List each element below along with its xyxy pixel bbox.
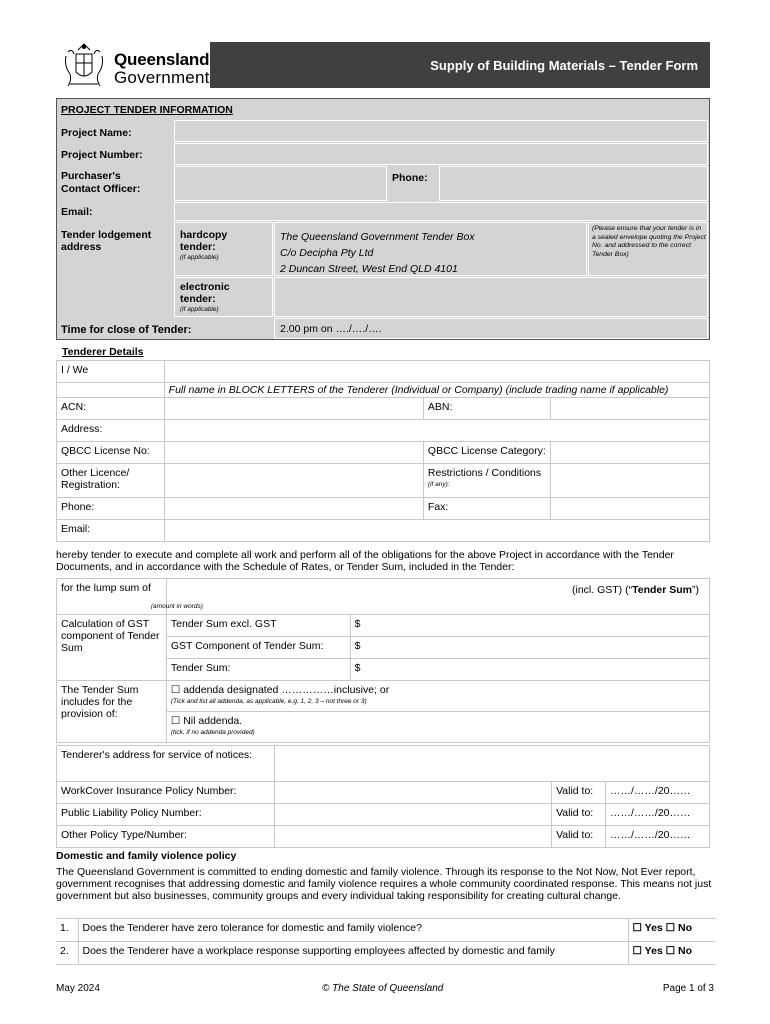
qbcc-category-label: QBCC License Category: — [423, 442, 550, 464]
gst-component-label: GST Component of Tender Sum: — [166, 637, 350, 659]
workcover-label: WorkCover Insurance Policy Number: — [57, 782, 275, 804]
address-line-1: The Queensland Government Tender Box — [280, 231, 475, 243]
address-label: Address: — [57, 420, 165, 442]
workcover-field[interactable] — [274, 782, 551, 804]
logo-text-government: Government — [114, 68, 210, 87]
addenda-designated-checkbox[interactable]: ☐ addenda designated ……………inclusive; or — [170, 684, 390, 696]
dfv-text: The Queensland Government is committed to ending domestic and family violence. Through its response to the Not Now, Not Ever report, government recognises that addressing domestic and family violence requires a whole community coordinated response. This means not just government but also businesses, community groups and every individual taking responsibility for creating cultural change. — [56, 866, 712, 902]
address-note: (Please ensure that your tender is in a sealed envelope quoting the Project No. and addressed to the correct Tender Box) — [592, 225, 706, 258]
service-address-field[interactable] — [274, 746, 709, 782]
footer-page-number: Page 1 of 3 — [662, 983, 714, 994]
includes-provision-label: The Tender Sum includes for the provision of: — [57, 681, 167, 743]
dfv-questions-table — [56, 918, 716, 965]
workcover-valid-date[interactable]: ……/……/20…… — [606, 782, 710, 804]
restrictions-if-any: (if any): — [427, 481, 450, 488]
qbcc-no-field[interactable] — [164, 442, 423, 464]
i-we-label: I / We — [57, 361, 165, 383]
restrictions-field[interactable] — [550, 464, 709, 498]
fax-label: Fax: — [423, 498, 550, 520]
tenderer-name-field[interactable] — [164, 361, 709, 383]
queensland-government-logo — [56, 40, 216, 90]
project-number-label: Project Number: — [61, 149, 143, 161]
project-name-label: Project Name: — [61, 127, 132, 139]
project-tender-info-section — [56, 98, 710, 340]
address-field[interactable] — [164, 420, 709, 442]
tender-declaration-text: hereby tender to execute and complete all work and perform all of the obligations for the above Project in accordance with the Tender Documents, and in accordance with the Schedule of Rates, or Tender Sum, included in the Tender: — [56, 549, 674, 573]
tenderer-details-table — [56, 360, 710, 542]
page-header — [56, 40, 710, 90]
tender-sum-label: Tender Sum: — [166, 659, 350, 681]
incl-gst-end: ”) — [692, 584, 699, 596]
gst-calc-label: Calculation of GST component of Tender Sum — [57, 615, 167, 681]
project-number-field[interactable] — [174, 143, 708, 165]
acn-field[interactable] — [164, 398, 423, 420]
q2-yes-no[interactable]: ☐ Yes ☐ No — [628, 942, 716, 965]
close-time-value: 2.00 pm on …./…./…. — [280, 323, 382, 335]
address-note-cell — [588, 222, 708, 276]
workcover-valid-label: Valid to: — [552, 782, 606, 804]
lodgement-label: Tender lodgement address — [61, 229, 152, 253]
q1-text: Does the Tenderer have zero tolerance for domestic and family violence? — [78, 919, 628, 942]
excl-gst-field[interactable]: $ — [350, 615, 709, 637]
phone-label-project: Phone: — [392, 172, 428, 184]
excl-gst-label: Tender Sum excl. GST — [166, 615, 350, 637]
public-liability-label: Public Liability Policy Number: — [57, 804, 275, 826]
address-line-3: 2 Duncan Street, West End QLD 4101 — [280, 263, 458, 275]
electronic-if-applicable: (if applicable) — [180, 306, 219, 313]
contact-officer-label: Purchaser's Contact Officer: — [61, 170, 141, 195]
acn-label: ACN: — [57, 398, 165, 420]
incl-gst-text: (incl. GST) (“ — [572, 584, 633, 596]
public-liability-valid-date[interactable]: ……/……/20…… — [606, 804, 710, 826]
amount-in-words-note: (amount in words) — [150, 603, 203, 610]
close-time-cell — [274, 318, 708, 339]
nil-addenda-checkbox[interactable]: ☐ Nil addenda. — [170, 715, 243, 727]
other-licence-field[interactable] — [164, 464, 423, 498]
email-label-project: Email: — [61, 206, 93, 218]
footer-copyright: © The State of Queensland — [322, 983, 444, 994]
email-label: Email: — [57, 520, 165, 542]
footer-date: May 2024 — [56, 983, 100, 994]
logo-text-queensland: Queensland — [114, 50, 210, 69]
tender-sum-bold: Tender Sum — [632, 584, 692, 596]
coat-of-arms-icon — [62, 42, 106, 88]
address-line-2: C/o Decipha Pty Ltd — [280, 247, 374, 259]
contact-officer-field[interactable] — [174, 166, 387, 201]
qbcc-no-label: QBCC License No: — [57, 442, 165, 464]
restrictions-label: Restrictions / Conditions — [427, 467, 542, 479]
policies-table — [56, 745, 710, 848]
other-policy-valid-date[interactable]: ……/……/20…… — [606, 826, 710, 848]
full-name-note: Full name in BLOCK LETTERS of the Tenderer (Individual or Company) (include trading name if applicable) — [164, 383, 709, 398]
q1-number: 1. — [56, 919, 78, 942]
electronic-cell — [174, 277, 273, 317]
phone-field[interactable] — [164, 498, 423, 520]
qbcc-category-field[interactable] — [550, 442, 709, 464]
section-title-tenderer: Tenderer Details — [62, 346, 144, 358]
email-field[interactable] — [164, 520, 709, 542]
hardcopy-if-applicable: (if applicable) — [180, 254, 219, 261]
public-liability-valid-label: Valid to: — [552, 804, 606, 826]
lump-sum-field[interactable] — [150, 579, 709, 615]
gst-component-field[interactable]: $ — [350, 637, 709, 659]
service-address-label: Tenderer's address for service of notices: — [57, 746, 275, 782]
other-policy-valid-label: Valid to: — [552, 826, 606, 848]
public-liability-field[interactable] — [274, 804, 551, 826]
lump-sum-label: for the lump sum of — [57, 579, 167, 615]
q2-text: Does the Tenderer have a workplace response supporting employees affected by domestic and family — [78, 942, 628, 965]
addenda-note: (Tick and list all addenda, as applicable, e.g. 1, 2, 3 – not three or 3) — [170, 698, 367, 705]
other-policy-label: Other Policy Type/Number: — [57, 826, 275, 848]
project-phone-field[interactable] — [439, 166, 708, 201]
abn-label: ABN: — [423, 398, 550, 420]
other-licence-label: Other Licence/ Registration: — [57, 464, 165, 498]
electronic-tender-field[interactable] — [274, 277, 708, 317]
hardcopy-cell — [174, 222, 273, 276]
form-title: Supply of Building Materials – Tender Form — [210, 42, 710, 88]
q2-number: 2. — [56, 942, 78, 965]
q1-yes-no[interactable]: ☐ Yes ☐ No — [628, 919, 716, 942]
other-policy-field[interactable] — [274, 826, 551, 848]
close-time-label: Time for close of Tender: — [61, 324, 192, 336]
phone-label: Phone: — [57, 498, 165, 520]
project-email-field[interactable] — [174, 202, 708, 221]
fax-field[interactable] — [550, 498, 709, 520]
hardcopy-label: hardcopy tender: — [180, 229, 228, 253]
dfv-title: Domestic and family violence policy — [56, 850, 237, 862]
electronic-label: electronic tender: — [180, 281, 230, 305]
tender-sum-table — [56, 578, 710, 743]
nil-addenda-note: (tick, if no addenda provided) — [170, 729, 255, 736]
tender-sum-field[interactable]: $ — [350, 659, 709, 681]
abn-field[interactable] — [550, 398, 709, 420]
section-title-project: PROJECT TENDER INFORMATION — [61, 104, 233, 116]
project-name-field[interactable] — [174, 120, 708, 142]
hardcopy-address-cell — [274, 222, 587, 276]
